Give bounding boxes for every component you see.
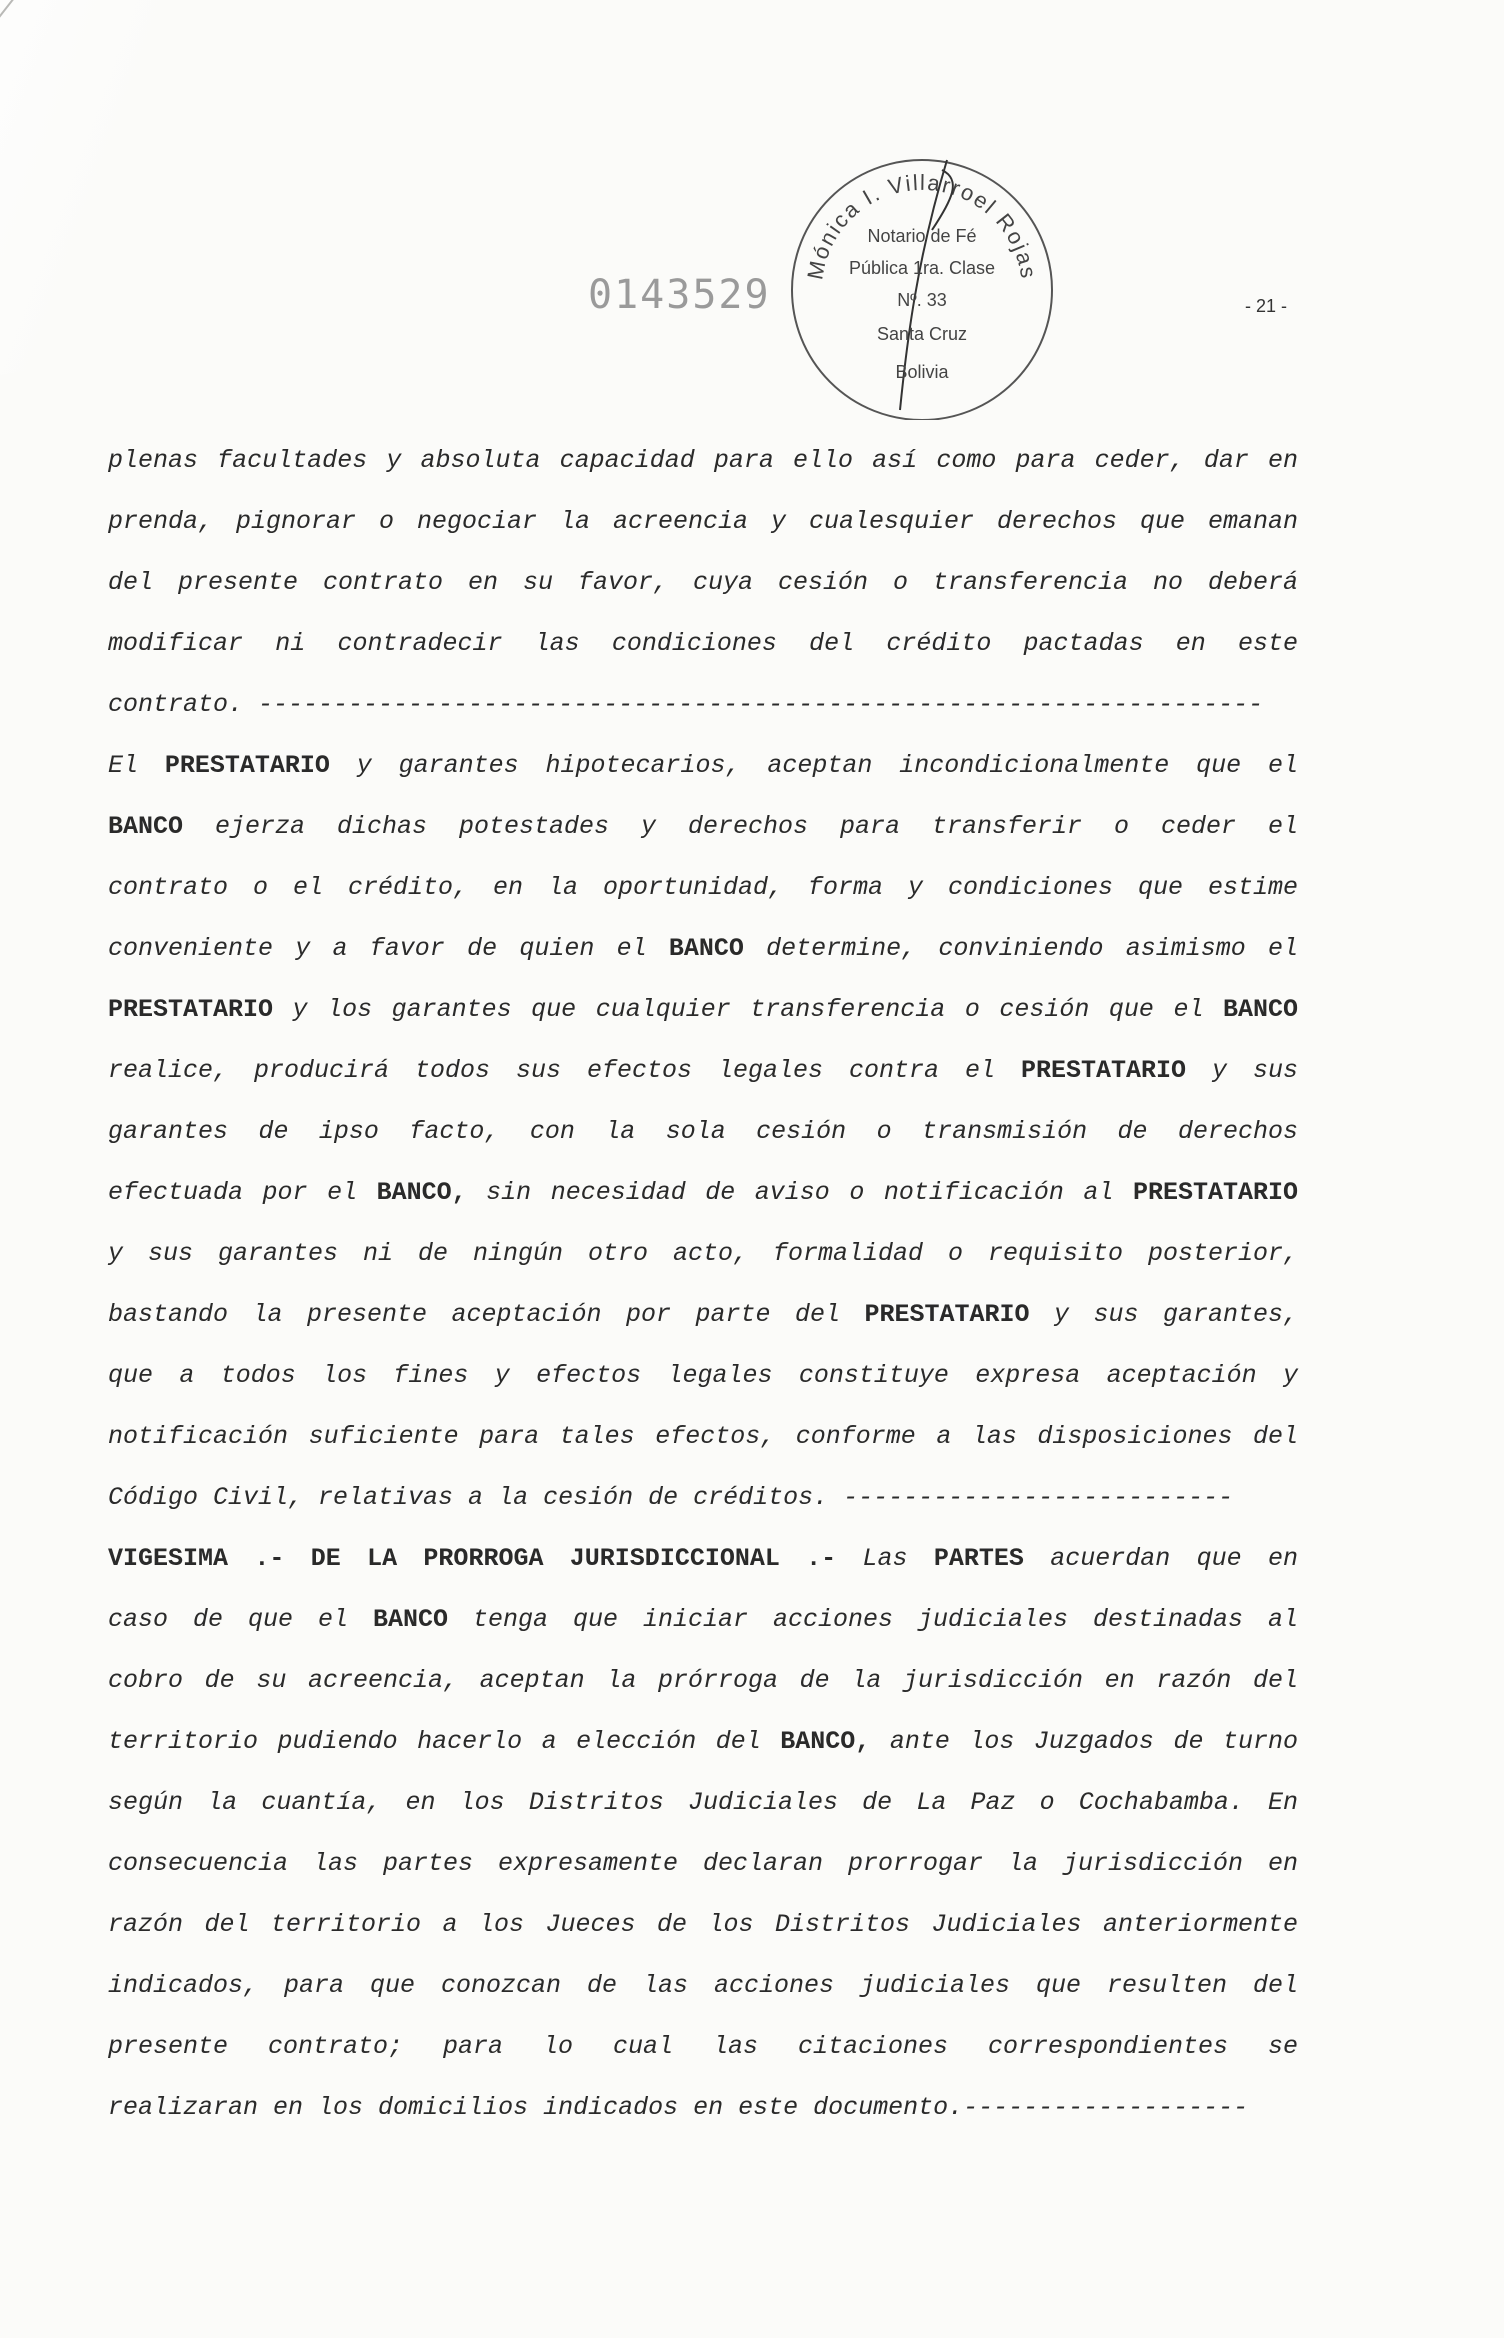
text-line <box>108 1406 1298 1467</box>
contract-body <box>108 430 1298 2138</box>
bold-term: BANCO, <box>780 1727 871 1756</box>
text-line <box>108 1894 1298 1955</box>
text-segment: presente contrato; para lo cual las citaciones correspondientes se <box>108 2032 1298 2061</box>
text-segment: que a todos los fines y efectos legales constituye expresa aceptación y <box>108 1361 1298 1390</box>
text-line <box>108 491 1298 552</box>
serial-number: 0143529 <box>588 272 771 318</box>
text-line <box>108 552 1298 613</box>
text-segment: efectuada por el <box>108 1178 377 1207</box>
text-segment: territorio pudiendo hacerlo a elección del <box>108 1727 781 1756</box>
bold-term: PRESTATARIO <box>108 995 274 1024</box>
text-segment: bastando la presente aceptación por parte del <box>108 1300 865 1329</box>
text-segment: acuerdan que en <box>1023 1544 1299 1573</box>
page-number: - 21 - <box>1245 296 1288 316</box>
text-line <box>108 1345 1298 1406</box>
text-segment: y sus <box>1186 1056 1298 1085</box>
text-line <box>108 430 1298 491</box>
text-segment: notificación suficiente para tales efectos, conforme a las disposiciones del <box>108 1422 1298 1451</box>
text-line <box>108 1711 1298 1772</box>
text-segment: del presente contrato en su favor, cuya cesión o transferencia no deberá <box>108 568 1298 597</box>
notary-seal <box>782 140 1062 420</box>
text-segment: Las <box>836 1544 934 1573</box>
text-segment: prenda, pignorar o negociar la acreencia y cualesquier derechos que emanan <box>108 507 1298 536</box>
seal-line-1: Notario de Fé <box>867 226 977 246</box>
bold-term: BANCO <box>1222 995 1298 1024</box>
text-line <box>108 2016 1298 2077</box>
bold-term: BANCO <box>108 812 184 841</box>
text-line <box>108 796 1298 857</box>
bold-term: VIGESIMA .- DE LA PRORROGA JURISDICCIONAL .- <box>108 1544 837 1573</box>
text-line <box>108 1040 1298 1101</box>
text-line <box>108 1528 1298 1589</box>
text-segment: indicados, para que conozcan de las acciones judiciales que resulten del <box>108 1971 1298 2000</box>
text-segment: plenas facultades y absoluta capacidad para ello así como para ceder, dar en <box>108 446 1298 475</box>
text-segment: caso de que el <box>108 1605 373 1634</box>
text-segment: razón del territorio a los Jueces de los Distritos Judiciales anteriormente <box>108 1910 1298 1939</box>
bold-term: PRESTATARIO <box>164 751 330 780</box>
text-line <box>108 1772 1298 1833</box>
text-segment: garantes de ipso facto, con la sola cesión o transmisión de derechos <box>108 1117 1298 1146</box>
bold-term: PRESTATARIO <box>1020 1056 1187 1085</box>
text-segment: y garantes hipotecarios, aceptan incondicionalmente que el <box>329 751 1298 780</box>
text-line <box>108 2077 1298 2138</box>
text-line <box>108 735 1298 796</box>
text-segment: y sus garantes ni de ningún otro acto, formalidad o requisito posterior, <box>108 1239 1298 1268</box>
text-segment: modificar ni contradecir las condiciones del crédito pactadas en este <box>108 629 1298 658</box>
text-segment: El <box>108 751 165 780</box>
seal-line-2: Pública 1ra. Clase <box>848 258 996 278</box>
text-line <box>108 1223 1298 1284</box>
text-segment: conveniente y a favor de quien el <box>108 934 669 963</box>
text-line <box>108 1589 1298 1650</box>
text-line <box>108 1650 1298 1711</box>
bold-term: BANCO <box>372 1605 448 1634</box>
text-line <box>108 1833 1298 1894</box>
bold-term: BANCO, <box>376 1178 467 1207</box>
seal-name: Mónica I. Villarroel Rojas <box>802 169 1042 282</box>
text-segment: consecuencia las partes expresamente declaran prorrogar la jurisdicción en <box>108 1849 1298 1878</box>
text-line <box>108 857 1298 918</box>
text-line <box>108 1162 1298 1223</box>
seal-line-3: Nº. 33 <box>897 290 947 310</box>
text-line <box>108 979 1298 1040</box>
text-segment: según la cuantía, en los Distritos Judiciales de La Paz o Cochabamba. En <box>108 1788 1298 1817</box>
text-segment: y los garantes que cualquier transferencia o cesión que el <box>273 995 1223 1024</box>
text-line <box>108 1467 1298 1528</box>
text-line <box>108 613 1298 674</box>
text-segment: Código Civil, relativas a la cesión de créditos. -------------------------- <box>108 1483 1234 1512</box>
text-line <box>108 1284 1298 1345</box>
text-segment: y sus garantes, <box>1029 1300 1298 1329</box>
text-segment: determine, conviniendo asimismo el <box>743 934 1298 963</box>
text-line <box>108 1955 1298 2016</box>
text-segment: sin necesidad de aviso o notificación al <box>466 1178 1133 1207</box>
text-segment: ante los Juzgados de turno <box>870 1727 1298 1756</box>
text-line <box>108 1101 1298 1162</box>
page-fold <box>0 0 233 380</box>
bold-term: PRESTATARIO <box>1132 1178 1298 1207</box>
text-line <box>108 674 1298 735</box>
bold-term: PRESTATARIO <box>864 1300 1030 1329</box>
text-segment: contrato o el crédito, en la oportunidad, forma y condiciones que estime <box>108 873 1298 902</box>
text-segment: ejerza dichas potestades y derechos para transferir o ceder el <box>183 812 1298 841</box>
text-segment: tenga que iniciar acciones judiciales destinadas al <box>447 1605 1298 1634</box>
text-segment: contrato. ------------------------------------------------------------------- <box>108 690 1264 719</box>
text-segment: realice, producirá todos sus efectos legales contra el <box>108 1056 1021 1085</box>
text-line <box>108 918 1298 979</box>
bold-term: PARTES <box>933 1544 1024 1573</box>
seal-line-5: Bolivia <box>895 362 949 382</box>
seal-line-4: Santa Cruz <box>876 324 968 344</box>
text-segment: cobro de su acreencia, aceptan la prórroga de la jurisdicción en razón del <box>108 1666 1298 1695</box>
text-segment: realizaran en los domicilios indicados en este documento.------------------- <box>108 2093 1249 2122</box>
bold-term: BANCO <box>668 934 744 963</box>
